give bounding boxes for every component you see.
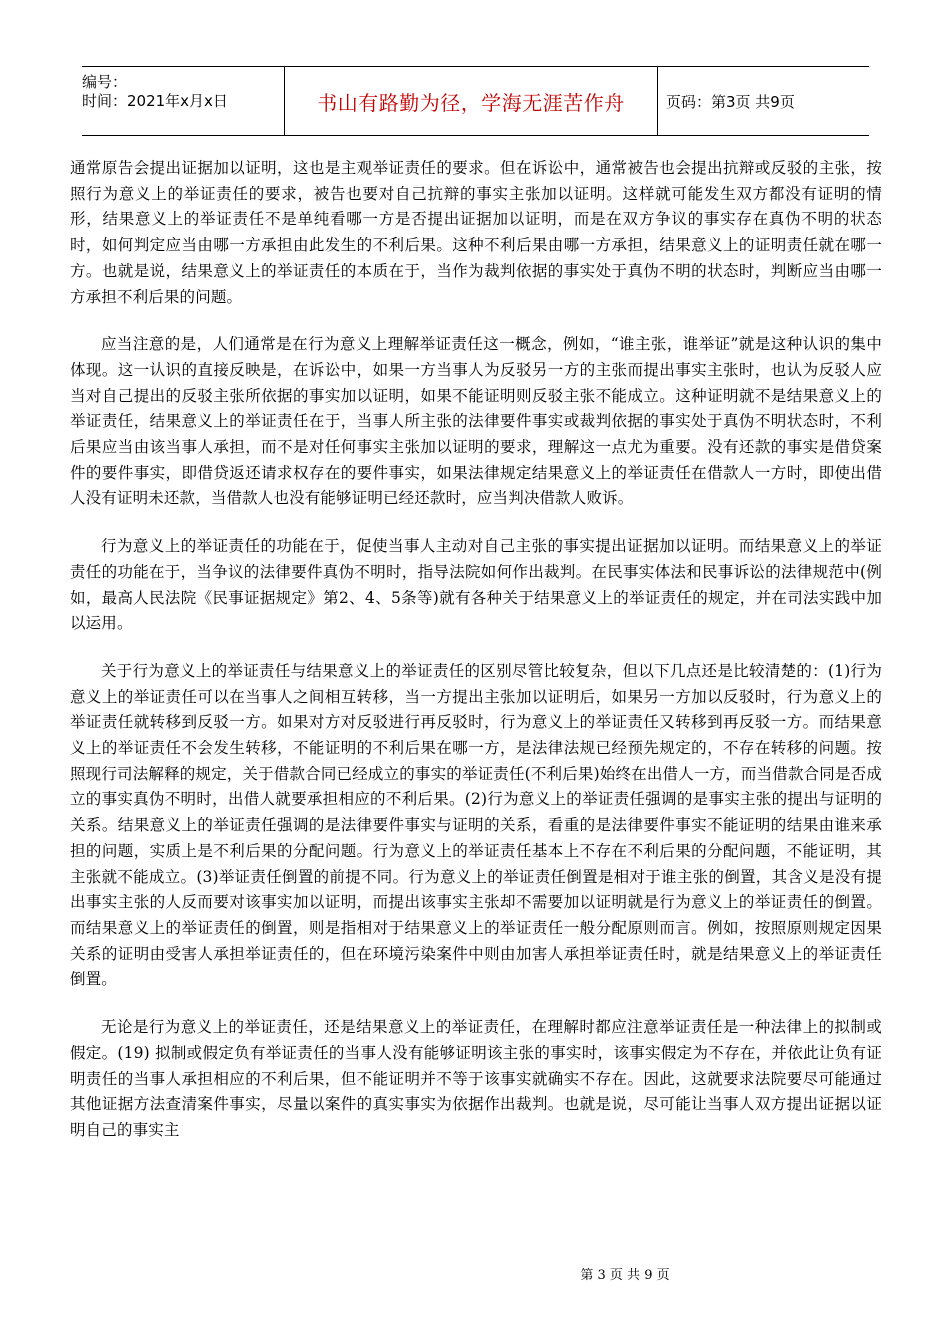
header-motto: 书山有路勤为径，学海无涯苦作舟: [285, 67, 658, 135]
document-date-label: 时间：2021年x月x日: [82, 92, 228, 110]
paragraph-4: 关于行为意义上的举证责任与结果意义上的举证责任的区别尽管比较复杂，但以下几点还是比较清楚的：(1)行为意义上的举证责任可以在当事人之间相互转移，当一方提出主张加以证明后，如果另一方加以反驳时，行为意义上的举证责任就转移到反驳一方。如果对方对反驳进行再反驳时，行为意义上的举证责任又转移到再反驳一方。而结果意义上的举证责任不会发生转移，不能证明的不利后果在哪一方，是法律法规已经预先规定的，不存在转移的问题。按照现行司法解释的规定，关于借款合同已经成立的事实的举证责任(不利后果)始终在出借人一方，而当借款合同是否成立的事实真伪不明时，出借人就要承担相应的不利后果。(2)行为意义上的举证责任强调的是事实主张的提出与证明的关系。结果意义上的举证责任强调的是法律要件事实与证明的关系，看重的是法律要件事实不能证明的结果由谁来承担的问题，实质上是不利后果的分配问题。行为意义上的举证责任基本上不存在不利后果的分配问题，不能证明，其主张就不能成立。(3)举证责任倒置的前提不同。行为意义上的举证责任倒置是相对于谁主张的倒置，其含义是没有提出事实主张的人反而要对该事实加以证明，而提出该事实主张却不需要加以证明就是行为意义上的举证责任的倒置。而结果意义上的举证责任的倒置，则是指相对于结果意义上的举证责任一般分配原则而言。例如，按照原则规定因果关系的证明由受害人承担举证责任的，但在环境污染案件中则由加害人承担举证责任时，就是结果意义上的举证责任倒置。: [70, 661, 882, 989]
header-page-label: 页码：第3页 共9页: [666, 92, 795, 111]
page-header: [82, 66, 869, 136]
paragraph-1: 通常原告会提出证据加以证明，这也是主观举证责任的要求。但在诉讼中，通常被告也会提出抗辩或反驳的主张，按照行为意义上的举证责任的要求，被告也要对自己抗辩的事实主张加以证明。这样就可能发生双方都没有证明的情形，结果意义上的举证责任不是单纯看哪一方是否提出证据加以证明，而是在双方争议的事实存在真伪不明的状态时，如何判定应当由哪一方承担由此发生的不利后果。这种不利后果由哪一方承担，结果意义上的证明责任就在哪一方。也就是说，结果意义上的举证责任的本质在于，当作为裁判依据的事实处于真伪不明的状态时，判断应当由哪一方承担不利后果的问题。: [70, 159, 882, 306]
paragraph-5: 无论是行为意义上的举证责任，还是结果意义上的举证责任，在理解时都应注意举证责任是一种法律上的拟制或假定。(19) 拟制或假定负有举证责任的当事人没有能够证明该主张的事实时，该事实假定为不存在，并依此让负有证明责任的当事人承担相应的不利后果，但不能证明并不等于该事实就确实不存在。因此，这就要求法院要尽可能通过其他证据方法查清案件事实，尽量以案件的真实事实为依据作出裁判。也就是说，尽可能让当事人双方提出证据以证明自己的事实主: [70, 1018, 882, 1139]
paragraph-3: 行为意义上的举证责任的功能在于，促使当事人主动对自己主张的事实提出证据加以证明。而结果意义上的举证责任的功能在于，当争议的法律要件真伪不明时，指导法院如何作出裁判。在民事实体法和民事诉讼的法律规范中(例如，最高人民法院《民事证据规定》第2、4、5条等)就有各种关于结果意义上的举证责任的规定，并在司法实践中加以运用。: [70, 537, 882, 633]
header-meta: [82, 67, 285, 135]
page-footer: 第 3 页 共 9 页: [580, 1268, 670, 1283]
document-body: [70, 156, 882, 1166]
document-number-label: 编号：: [82, 73, 128, 91]
paragraph-2: 应当注意的是，人们通常是在行为意义上理解举证责任这一概念，例如，“谁主张，谁举证”就是这种认识的集中体现。这一认识的直接反映是，在诉讼中，如果一方当事人为反驳另一方的主张而提出事实主张时，也认为反驳人应当对自己提出的反驳主张所依据的事实加以证明，如果不能证明则反驳主张不能成立。这种证明就不是结果意义上的举证责任，结果意义上的举证责任在于，当事人所主张的法律要件事实或裁判依据的事实处于真伪不明状态时，不利后果应当由该当事人承担，而不是对任何事实主张加以证明的要求，理解这一点尤为重要。没有还款的事实是借贷案件的要件事实，即借贷返还请求权存在的要件事实，如果法律规定结果意义上的举证责任在借款人一方时，即使出借人没有证明未还款，当借款人也没有能够证明已经还款时，应当判决借款人败诉。: [70, 335, 882, 508]
